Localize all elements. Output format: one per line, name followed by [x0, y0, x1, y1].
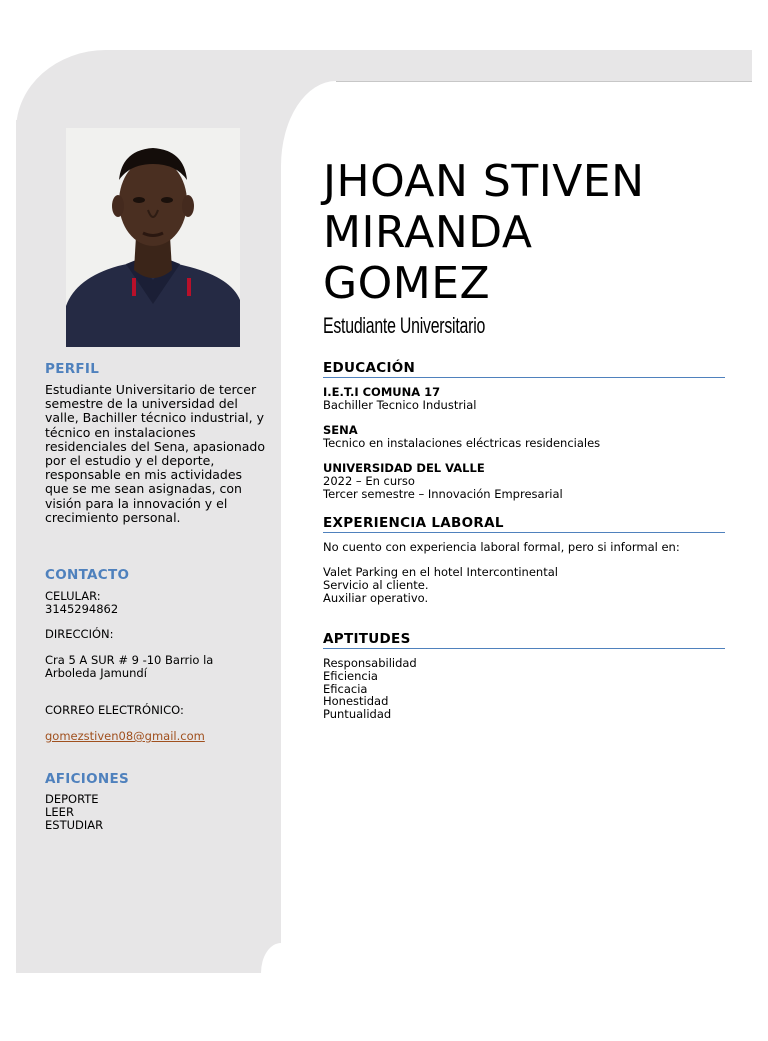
list-item: Auxiliar operativo.: [323, 590, 429, 605]
education-detail: Tecnico en instalaciones eléctricas residenciales: [323, 435, 601, 450]
direccion-label: DIRECCIÓN:: [45, 627, 114, 641]
list-item: Valet Parking en el hotel Intercontinental: [323, 565, 558, 579]
full-name: [323, 156, 743, 309]
aptitudes-list: [323, 657, 743, 721]
aficiones-list: [45, 793, 267, 831]
celular-value: 3145294862: [45, 602, 119, 616]
list-item: Responsabilidad: [323, 656, 417, 670]
experiencia-list: [323, 566, 743, 604]
perfil-text: Estudiante Universitario de tercer semestre de la universidad del valle, Bachiller técnico industrial, y técnico en instalaciones residenciales del Sena, apasionado por el estudio y el deporte, responsable en mis actividades que se me sean asignadas, con visión para la innovación y el crecimiento personal.: [45, 382, 266, 525]
profile-photo: [66, 128, 240, 347]
education-item: [323, 424, 743, 450]
list-item: Eficiencia: [323, 668, 378, 683]
celular-label: CELULAR:: [45, 589, 101, 603]
list-item: Honestidad: [323, 694, 389, 709]
experiencia-heading: EXPERIENCIA LABORAL: [323, 515, 725, 533]
list-item: ESTUDIAR: [45, 817, 104, 832]
school-name: SENA: [323, 423, 358, 437]
name-line: GOMEZ: [323, 258, 491, 309]
list-item: LEER: [45, 804, 74, 819]
education-detail: 2022 – En curso: [323, 473, 415, 488]
school-name: UNIVERSIDAD DEL VALLE: [323, 461, 485, 475]
educacion-heading: EDUCACIÓN: [323, 360, 725, 378]
list-item: Servicio al cliente.: [323, 577, 429, 592]
correo-label: CORREO ELECTRÓNICO:: [45, 703, 184, 717]
school-name: I.E.T.I COMUNA 17: [323, 385, 441, 399]
contacto-heading: CONTACTO: [45, 567, 130, 583]
top-divider: [336, 81, 752, 82]
education-detail: Tercer semestre – Innovación Empresarial: [323, 486, 563, 501]
education-detail: Bachiller Tecnico Industrial: [323, 397, 477, 412]
name-line: MIRANDA: [323, 207, 533, 258]
subtitle: Estudiante Universitario: [323, 313, 486, 338]
direccion-value: Cra 5 A SUR # 9 -10 Barrio la Arboleda Jamundí: [45, 653, 214, 680]
aptitudes-heading: APTITUDES: [323, 631, 725, 649]
experiencia-intro: No cuento con experiencia laboral formal, pero si informal en:: [323, 540, 680, 554]
list-item: DEPORTE: [45, 792, 99, 806]
perfil-heading: PERFIL: [45, 361, 100, 377]
education-item: [323, 386, 743, 412]
aficiones-heading: AFICIONES: [45, 771, 130, 787]
education-item: [323, 462, 743, 500]
list-item: Eficacia: [323, 681, 368, 696]
email-link[interactable]: gomezstiven08@gmail.com: [45, 729, 205, 743]
list-item: Puntualidad: [323, 707, 392, 722]
name-line: JHOAN STIVEN: [323, 156, 645, 207]
